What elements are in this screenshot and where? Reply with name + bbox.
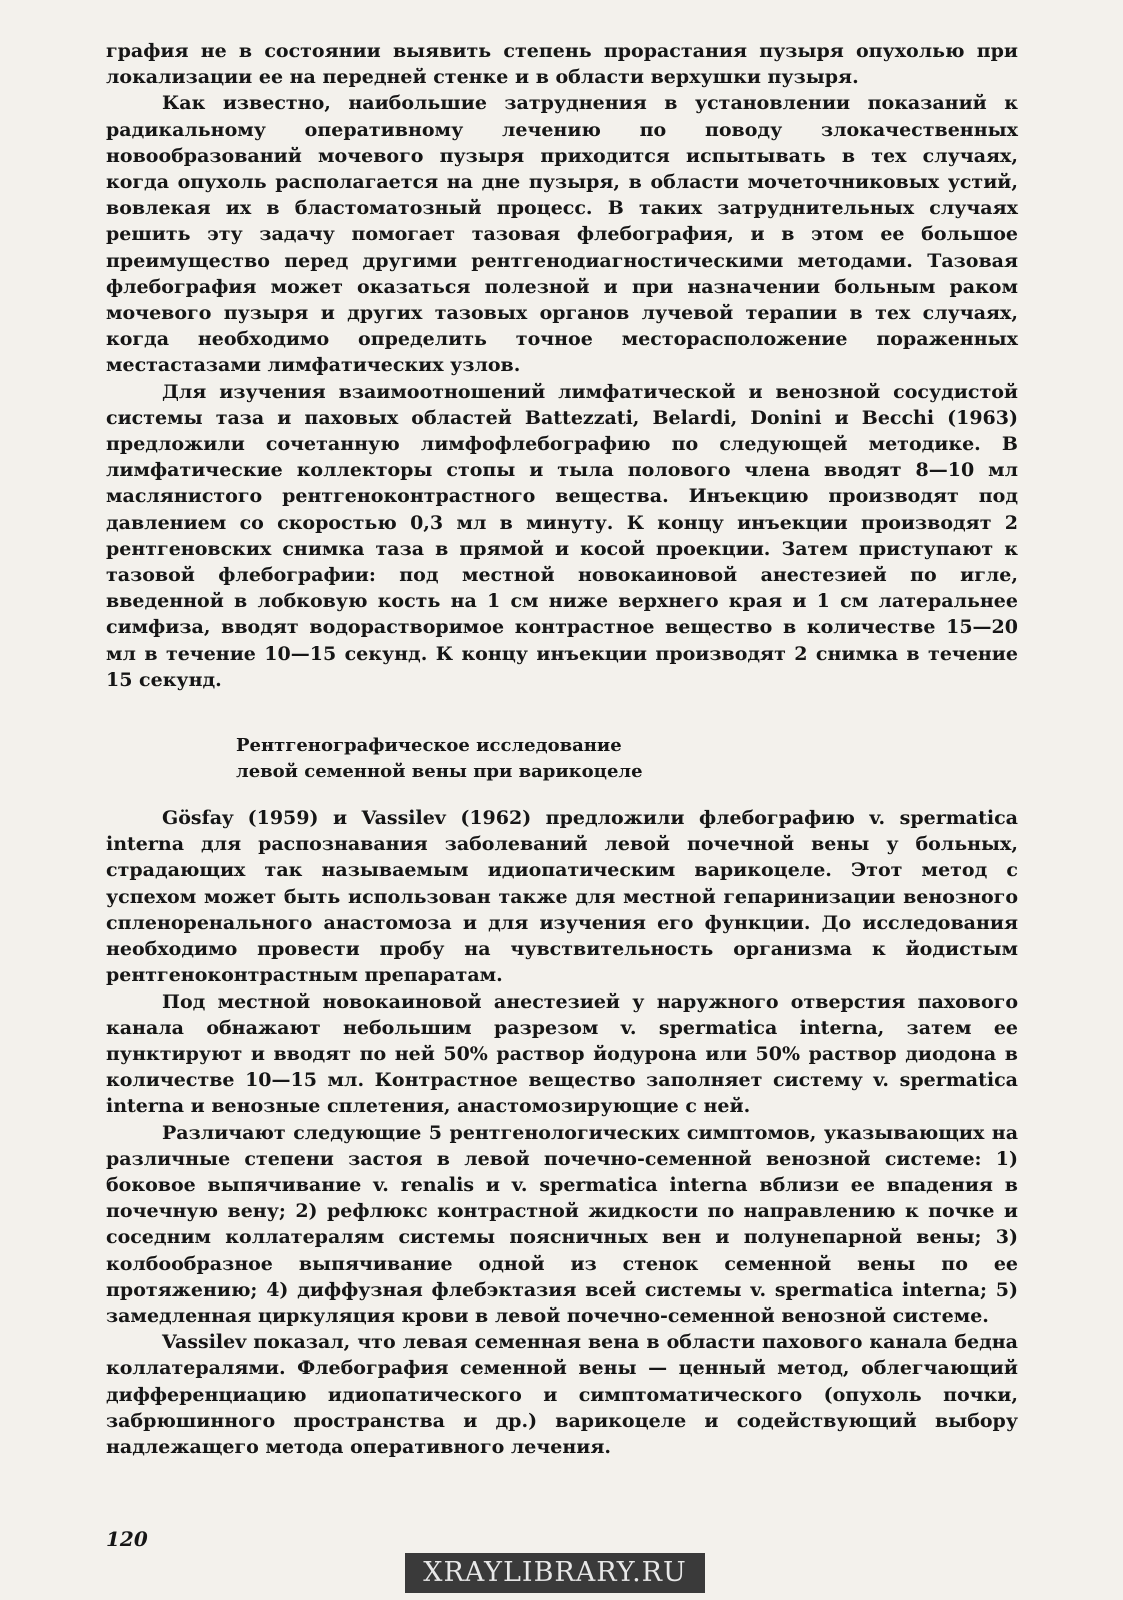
paragraph-conclusion: Vassilev показал, что левая семенная вена в области пахового канала бедна коллатералями. Флебография семенной вены — ценный метод, облегчающий дифференциацию идиопатического и симптоматического (опухоль почки, забрюшинного пространства и др.) варикоцеле и содействующий выбору надлежащего метода оперативного лечения. <box>106 1331 1018 1458</box>
section-heading-line-1: Рентгенографическое исследование <box>236 735 622 757</box>
paragraph-gosfay-vassilev: Gösfay (1959) и Vassilev (1962) предложили флебографию v. spermatica interna для распознавания заболеваний левой почечной вены у больных, страдающих так называемым идиопатическим варикоцеле. Этот метод с успехом может быть использован также для местной гепаринизации венозного спленоренального анастомоза и для изучения его функции. До исследования необходимо провести пробу на чувствительность организма к йодистым рентгеноконтрастным препаратам. <box>106 807 1018 987</box>
paragraph-lymphophlebography: Для изучения взаимоотношений лимфатической и венозной сосудистой системы таза и паховых областей Battezzati, Belardi, Donini и Becchi (1963) предложили сочетанную лимфофлебографию по следующей методике. В лимфатические коллекторы стопы и тыла полового члена вводят 8—10 мл маслянистого рентгеноконтрастного вещества. Инъекцию производят под давлением со скоростью 0,3 мл в минуту. К концу инъекции производят 2 рентгеновских снимка таза в прямой и косой проекции. Затем приступают к тазовой флебографии: под местной новокаиновой анестезией по игле, введенной в лобковую кость на 1 см ниже верхнего края и 1 см латеральнее симфиза, вводят водорастворимое контрастное вещество в количестве 15—20 мл в течение 10—15 секунд. К концу инъекции производят 2 снимка в течение 15 секунд. <box>106 380 1018 691</box>
paragraph-continuation: графия не в состоянии выявить степень прорастания пузыря опухолью при локализации ее на передней стенке и в области верхушки пузыря. <box>106 40 1018 89</box>
page-body <box>106 38 1018 1460</box>
paragraph-symptoms: Различают следующие 5 рентгенологических симптомов, указывающих на различные степени застоя в левой почечно-семенной венозной системе: 1) боковое выпячивание v. renalis и v. spermatica interna вблизи ее впадения в почечную вену; 2) рефлюкс контрастной жидкости по направлению к почке и соседним коллатералям системы поясничных вен и полунепарной вены; 3) колбообразное выпячивание одной из стенок семенной вены по ее протяжению; 4) диффузная флебэктазия всей системы v. spermatica interna; 5) замедленная циркуляция крови в левой почечно-семенной венозной системе. <box>106 1121 1018 1327</box>
section-heading-line-2: левой семенной вены при варикоцеле <box>236 761 643 783</box>
page-number: 120 <box>106 1527 148 1551</box>
watermark-banner: XRAYLIBRARY.RU <box>405 1553 705 1593</box>
paragraph-procedure: Под местной новокаиновой анестезией у наружного отверстия пахового канала обнажают небольшим разрезом v. spermatica interna, затем ее пунктируют и вводят по ней 50% раствор йодурона или 50% раствор диодона в количестве 10—15 мл. Контрастное вещество заполняет систему v. spermatica interna и венозные сплетения, анастомозирующие с ней. <box>106 990 1018 1118</box>
section-heading <box>236 733 1018 785</box>
paragraph-radical-treatment: Как известно, наибольшие затруднения в установлении показаний к радикальному оперативному лечению по поводу злокачественных новообразований мочевого пузыря приходится испытывать в тех случаях, когда опухоль располагается на дне пузыря, в области мочеточниковых устий, вовлекая их в бластоматозный процесс. В таких затруднительных случаях решить эту задачу помогает тазовая флебография, и в этом ее большое преимущество перед другими рентгенодиагностическими методами. Тазовая флебография может оказаться полезной и при назначении больным раком мочевого пузыря и других тазовых органов лучевой терапии в тех случаях, когда необходимо определить точное месторасположение пораженных местастазами лимфатических узлов. <box>106 92 1018 377</box>
